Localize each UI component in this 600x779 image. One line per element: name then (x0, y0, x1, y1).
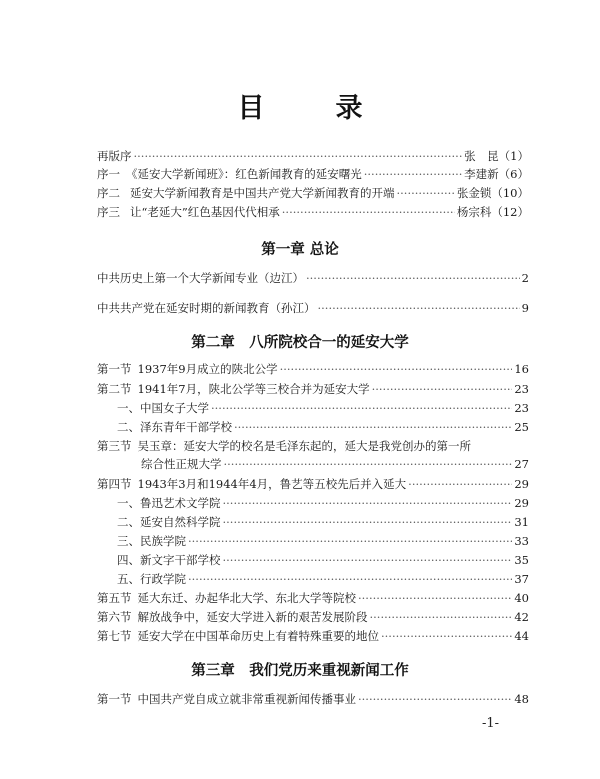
entry-author: 张金锁 (456, 186, 492, 200)
toc-entry[interactable] (97, 691, 529, 707)
toc-entry-preface[interactable]: 再版序 ····· 张 昆 （1） (97, 148, 529, 164)
entry-page: 29 (514, 477, 529, 491)
entry-page: 29 (514, 496, 529, 510)
toc-entry[interactable] (117, 533, 529, 549)
entry-author: 张 昆 (464, 149, 499, 163)
leader-dots (318, 300, 520, 316)
page-number: -1- (482, 716, 500, 731)
entry-label: 再版序 (97, 149, 132, 163)
toc-entry[interactable] (117, 400, 529, 416)
leader-dots (188, 533, 512, 549)
section-label: 第五节 (97, 591, 132, 605)
entry-text: 1943年3月和1944年4月，鲁艺等五校先后并入延大 (137, 477, 407, 491)
entry-text: 四、新文字干部学校 (117, 553, 221, 567)
toc-entry[interactable] (97, 628, 529, 644)
entry-text: 一、中国女子大学 (117, 401, 209, 415)
entry-text: 一、鲁迅艺术文学院 (117, 496, 221, 510)
entry-text: 综合性正规大学 (141, 457, 222, 471)
entry-text: 吴玉章：延安大学的校名是毛泽东起的，延大是我党创办的第一所 (137, 439, 471, 453)
chapter-heading: 第二章 八所院校合一的延安大学 (191, 334, 409, 351)
section-label: 第三节 (97, 439, 132, 453)
entry-text: 1941年7月，陕北公学等三校合并为延安大学 (137, 382, 370, 396)
leader-dots (306, 270, 520, 286)
chapter-heading: 第三章 我们党历来重视新闻工作 (191, 662, 409, 679)
toc-entry[interactable] (97, 361, 529, 377)
entry-text: 中国共产党自成立就非常重视新闻传播事业 (137, 692, 356, 706)
toc-entry-preface[interactable]: 序二 延安大学新闻教育是中国共产党大学新闻教育的开端 ····· 张金锁 （10） (97, 185, 529, 201)
entry-page: 2 (521, 271, 529, 285)
toc-entry[interactable] (97, 476, 529, 492)
entry-page: 1 (510, 149, 518, 163)
section-label: 第七节 (97, 629, 132, 643)
entry-page: 27 (514, 457, 529, 471)
section-label: 第二节 (97, 382, 132, 396)
leader-dots (223, 495, 513, 511)
toc-entry[interactable] (141, 456, 529, 472)
section-label: 第一节 (97, 692, 132, 706)
leader-dots (358, 691, 512, 707)
toc-entry[interactable] (117, 552, 529, 568)
page-title: 目 录 (237, 93, 385, 124)
entry-author: 杨宗科 (456, 205, 492, 219)
section-label: 第六节 (97, 610, 132, 624)
leader-dots (370, 609, 513, 625)
entry-page: 6 (510, 167, 518, 181)
leader-dots (372, 381, 513, 397)
leader-dots (364, 166, 462, 182)
entry-page: 31 (514, 515, 529, 529)
entry-text: 二、泽东青年干部学校 (117, 420, 232, 434)
entry-label: 序二 (97, 186, 120, 200)
leader-dots (211, 400, 512, 416)
toc-entry[interactable] (117, 571, 529, 587)
leader-dots (188, 571, 512, 587)
toc-entry[interactable] (117, 495, 529, 511)
entry-text: 《延安大学新闻班》：红色新闻教育的延安曙光 (126, 167, 362, 181)
toc-entry-preface[interactable]: 序三 让“老延大”红色基因代代相承 ····· 杨宗科 （12） (97, 204, 529, 220)
entry-page: 23 (514, 382, 529, 396)
entry-label: 序三 (97, 205, 120, 219)
entry-text: 让“老延大”红色基因代代相承 (130, 205, 280, 219)
entry-text: 延大东迁、办起华北大学、东北大学等院校 (137, 591, 356, 605)
entry-text: 延安大学在中国革命历史上有着特殊重要的地位 (137, 629, 379, 643)
entry-text: 1937年9月成立的陕北公学 (137, 362, 278, 376)
leader-dots (134, 148, 463, 164)
leader-dots (223, 552, 513, 568)
section-label: 第一节 (97, 362, 132, 376)
entry-page: 42 (514, 610, 529, 624)
leader-dots (223, 514, 513, 530)
toc-entry[interactable] (97, 609, 529, 625)
entry-page: 48 (514, 692, 529, 706)
entry-page: 25 (514, 420, 529, 434)
entry-text: 延安大学新闻教育是中国共产党大学新闻教育的开端 (130, 186, 395, 200)
leader-dots (224, 456, 513, 472)
entry-page: 12 (502, 205, 518, 219)
leader-dots (282, 204, 455, 220)
entry-page: 16 (514, 362, 529, 376)
entry-text: 解放战争中，延安大学进入新的艰苦发展阶段 (137, 610, 368, 624)
entry-page: 9 (521, 301, 529, 315)
leader-dots (280, 361, 513, 377)
entry-page: 33 (514, 534, 529, 548)
toc-entry-preface[interactable]: 序一 《延安大学新闻班》：红色新闻教育的延安曙光 ····· 李建新 （6） (97, 166, 529, 182)
entry-page: 37 (514, 572, 529, 586)
leader-dots (397, 185, 455, 201)
entry-text: 中共共产党在延安时期的新闻教育（孙江） (97, 301, 316, 315)
toc-entry[interactable] (97, 381, 529, 397)
entry-page: 35 (514, 553, 529, 567)
toc-entry[interactable] (97, 438, 529, 454)
leader-dots (234, 419, 512, 435)
section-label: 第四节 (97, 477, 132, 491)
entry-label: 序一 (97, 167, 120, 181)
entry-page: 10 (502, 186, 518, 200)
entry-author: 李建新 (464, 167, 499, 181)
toc-entry[interactable] (97, 270, 529, 286)
toc-entry[interactable] (117, 419, 529, 435)
leader-dots (358, 590, 512, 606)
toc-entry[interactable] (117, 514, 529, 530)
entry-text: 中共历史上第一个大学新闻专业（边江） (97, 271, 304, 285)
entry-text: 五、行政学院 (117, 572, 186, 586)
toc-entry[interactable] (97, 300, 529, 316)
chapter-heading: 第一章 总论 (261, 241, 339, 258)
toc-entry[interactable] (97, 590, 529, 606)
entry-page: 40 (514, 591, 529, 605)
leader-dots (408, 476, 512, 492)
entry-page: 44 (514, 629, 529, 643)
entry-text: 二、延安自然科学院 (117, 515, 221, 529)
leader-dots (381, 628, 512, 644)
entry-page: 23 (514, 401, 529, 415)
entry-text: 三、民族学院 (117, 534, 186, 548)
